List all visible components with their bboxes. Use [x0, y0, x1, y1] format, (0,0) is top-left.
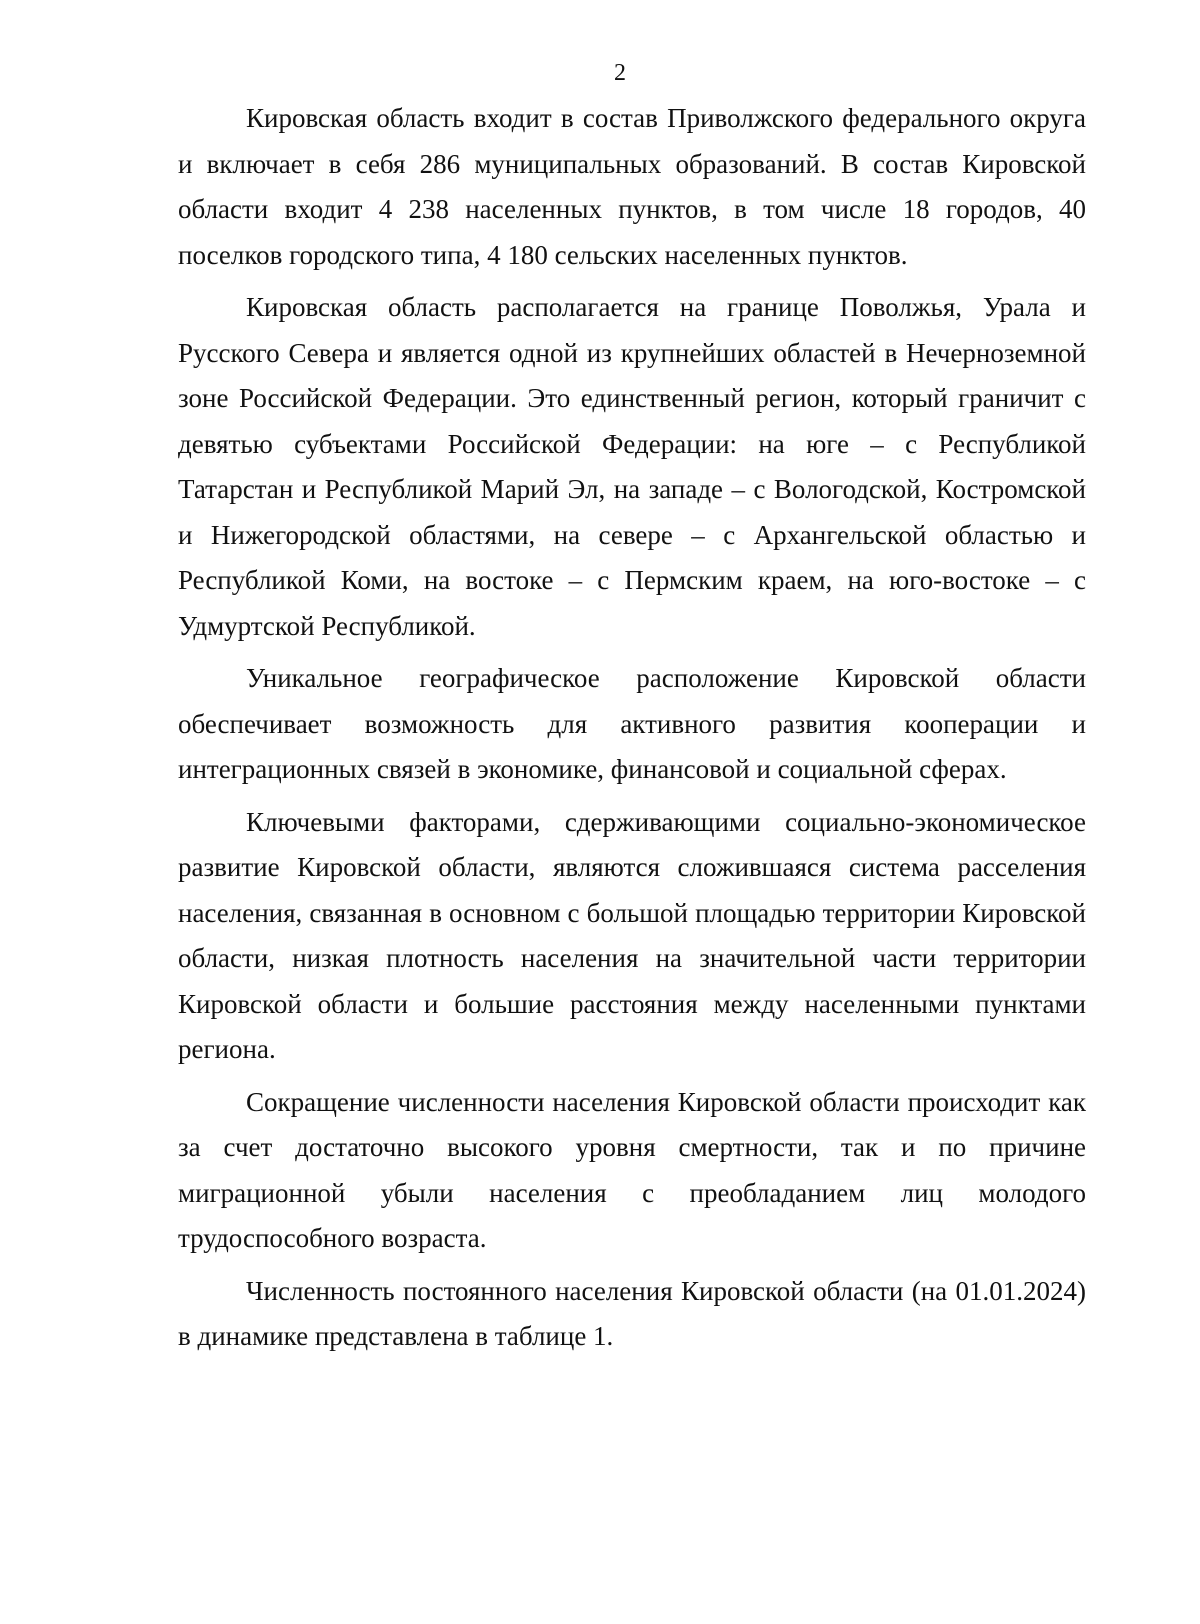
paragraph-geography-borders: Кировская область располагается на границе Поволжья, Урала и Русского Севера и является одной из крупнейших областей в Нечерноземной зоне Российской Федерации. Это единственный регион, который граничит с девятью субъектами Российской Федерации: на юге – с Республикой Татарстан и Республикой Марий Эл, на западе – с Вологодской, Костромской и Нижегородской областями, на севере – с Архангельской областью и Республикой Коми, на востоке – с Пермским краем, на юго-востоке – с Удмуртской Республикой.	[178, 292, 1086, 641]
page-number: 2	[614, 60, 626, 86]
paragraph-administrative-division: Кировская область входит в состав Приволжского федерального округа и включает в себя 286 муниципальных образований. В состав Кировской области входит 4 238 населенных пунктов, в том числе 18 городов, 40 поселков городского типа, 4 180 сельских населенных пунктов.	[178, 103, 1086, 270]
paragraph-population-table-reference: Численность постоянного населения Кировской области (на 01.01.2024) в динамике представлена в таблице 1.	[178, 1275, 1086, 1351]
paragraph-population-decline: Сокращение численности населения Кировской области происходит как за счет достаточно высокого уровня смертности, так и по причине миграционной убыли населения с преобладанием лиц молодого трудоспособного возраста.	[178, 1086, 1086, 1253]
document-body	[178, 96, 1086, 1360]
paragraph-key-factors: Ключевыми факторами, сдерживающими социально-экономическое развитие Кировской области, являются сложившаяся система расселения населения, связанная в основном с большой площадью территории Кировской области, низкая плотность населения на значительной части территории Кировской области и большие расстояния между населенными пунктами региона.	[178, 806, 1086, 1064]
paragraph-unique-location: Уникальное географическое расположение Кировской области обеспечивает возможность для активного развития кооперации и интеграционных связей в экономике, финансовой и социальной сферах.	[178, 663, 1086, 784]
